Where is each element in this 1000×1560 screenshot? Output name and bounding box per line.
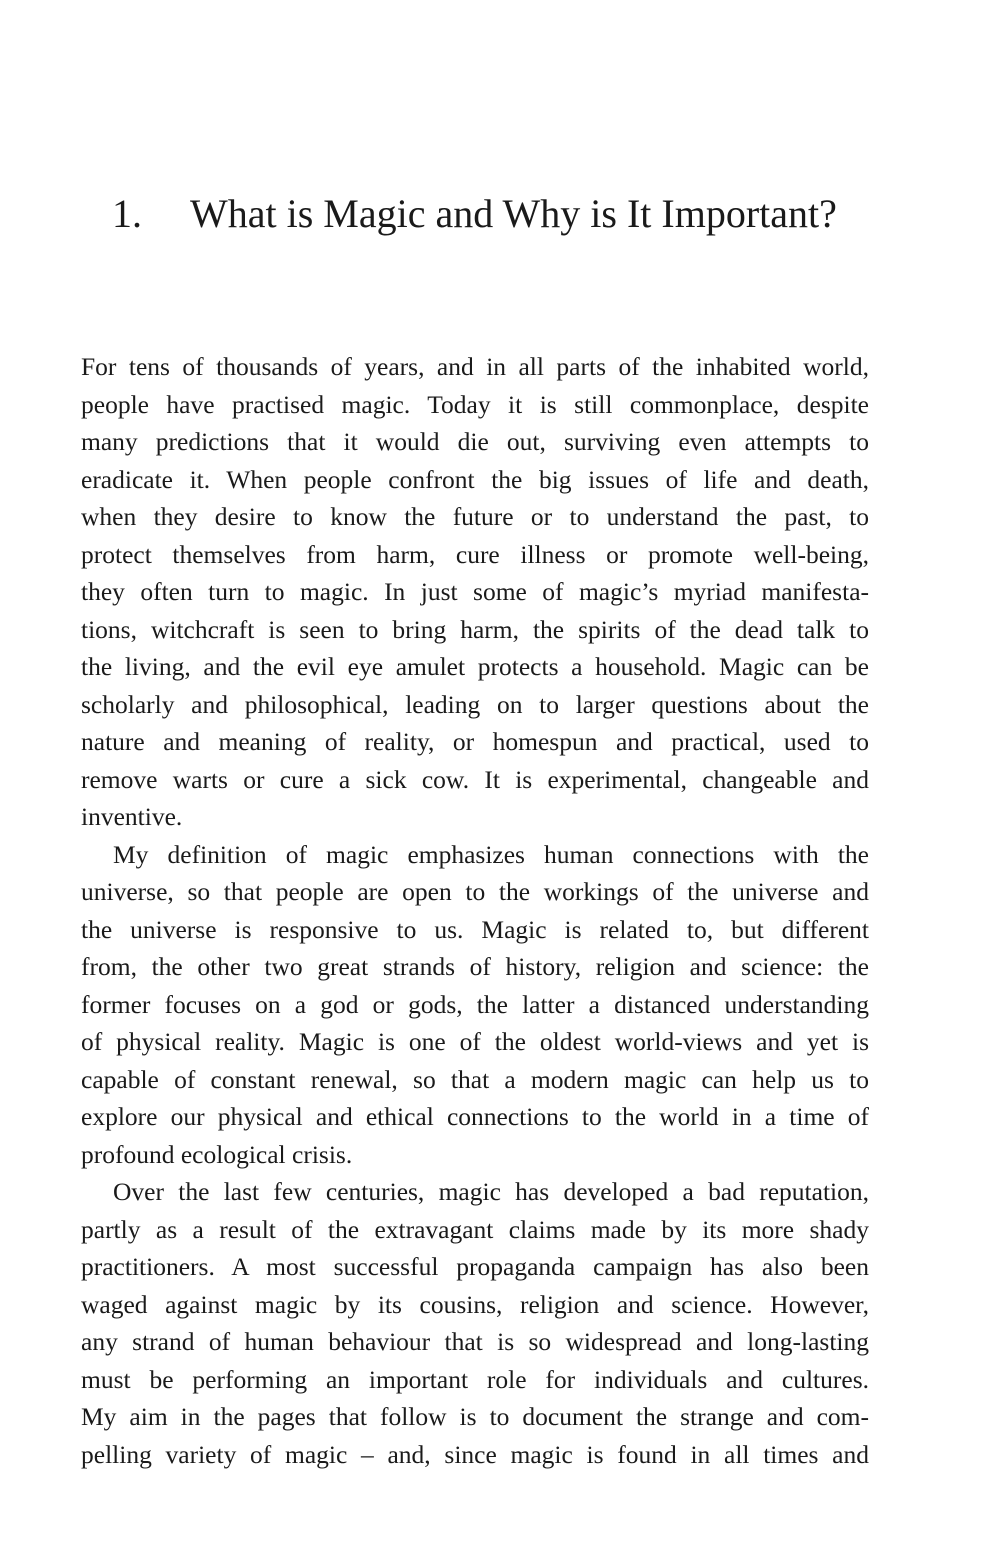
text-line: from, the other two great strands of history, religion and science: the [81, 952, 869, 981]
text-line: practitioners. A most successful propaganda campaign has also been [81, 1252, 869, 1281]
chapter-number: 1. [112, 191, 142, 236]
text-line: former focuses on a god or gods, the latter a distanced understanding [81, 989, 869, 1019]
paragraph-3 [81, 1173, 869, 1473]
chapter-heading [112, 186, 912, 242]
text-line: For tens of thousands of years, and in all parts of the inhabited world, [81, 352, 869, 381]
text-line: protect themselves from harm, cure illness or promote well-being, [81, 539, 869, 569]
text-line: of physical reality. Magic is one of the oldest world-views and yet is [81, 1027, 869, 1056]
text-line: Over the last few centuries, magic has developed a bad reputation, [113, 1177, 869, 1206]
body-text [81, 348, 869, 1473]
text-line: eradicate it. When people confront the big issues of life and death, [81, 464, 869, 494]
text-line: partly as a result of the extravagant claims made by its more shady [81, 1214, 869, 1244]
text-line: inventive. [81, 802, 183, 831]
text-line: they often turn to magic. In just some of magic’s myriad manifesta- [81, 577, 869, 606]
text-line: people have practised magic. Today it is still commonplace, despite [81, 389, 869, 419]
paragraph-2 [81, 836, 869, 1174]
text-line: nature and meaning of reality, or homespun and practical, used to [81, 727, 869, 756]
text-line: pelling variety of magic – and, since magic is found in all times and [81, 1439, 869, 1469]
text-line: the universe is responsive to us. Magic is related to, but different [81, 914, 869, 944]
text-line: many predictions that it would die out, surviving even attempts to [81, 427, 869, 456]
chapter-title: What is Magic and Why is It Important? [190, 191, 837, 236]
text-line: tions, witchcraft is seen to bring harm, the spirits of the dead talk to [81, 614, 869, 644]
text-line: scholarly and philosophical, leading on to larger questions about the [81, 689, 869, 719]
text-line: remove warts or cure a sick cow. It is experimental, changeable and [81, 764, 869, 794]
text-line: any strand of human behaviour that is so widespread and long-lasting [81, 1327, 869, 1356]
text-line: My aim in the pages that follow is to document the strange and com- [81, 1402, 869, 1431]
text-line: capable of constant renewal, so that a modern magic can help us to [81, 1064, 869, 1094]
text-line: explore our physical and ethical connections to the world in a time of [81, 1102, 869, 1131]
text-line: universe, so that people are open to the workings of the universe and [81, 877, 869, 906]
text-line: when they desire to know the future or to understand the past, to [81, 502, 869, 531]
paragraph-1 [81, 348, 869, 836]
text-line: waged against magic by its cousins, religion and science. However, [81, 1289, 869, 1319]
text-line: the living, and the evil eye amulet protects a household. Magic can be [81, 652, 869, 681]
text-line: My definition of magic emphasizes human connections with the [113, 839, 869, 869]
text-line: profound ecological crisis. [81, 1139, 353, 1169]
text-line: must be performing an important role for individuals and cultures. [81, 1364, 869, 1394]
